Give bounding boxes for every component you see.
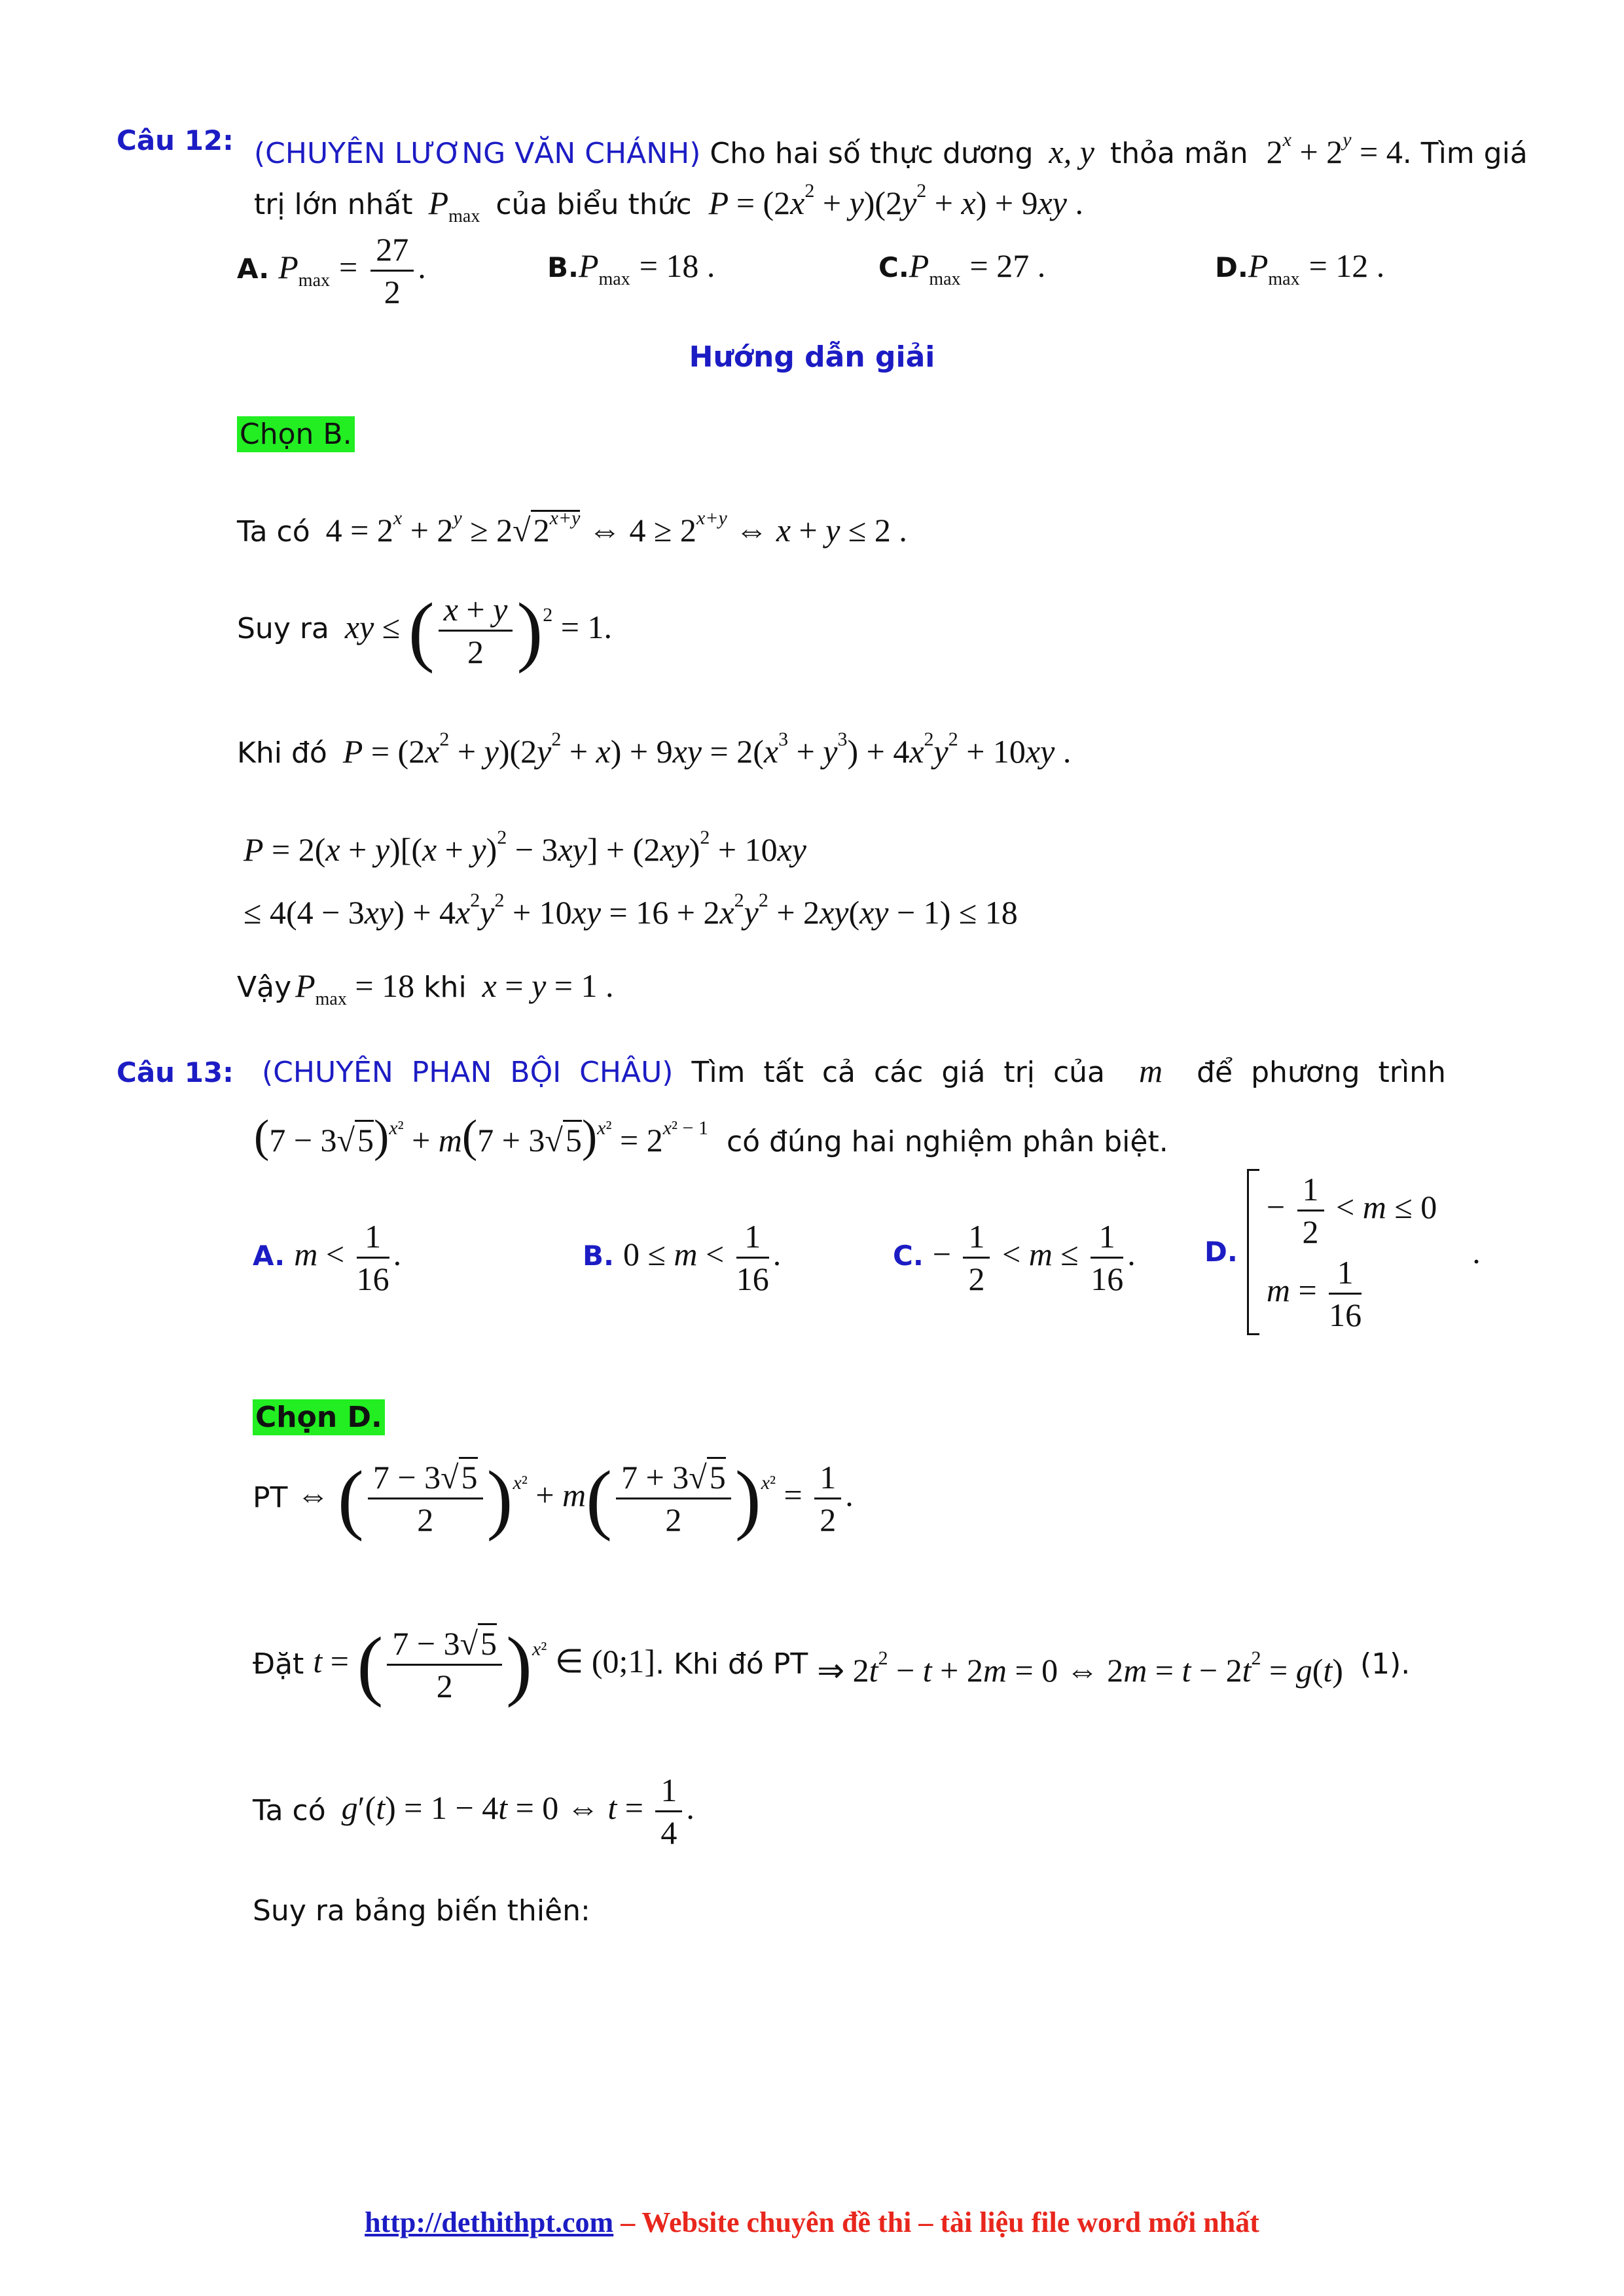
solution-13-pt-math: ⇔ ( $\frac{7 - 3√5}{2}$ )$^{x^2}$ + m( $\frac{7 + 3√5}{2}$ )$^{x^2}$ = $\frac{1}{2}$ . [297, 1454, 854, 1542]
question-12-source: (CHUYÊN LƯƠNG VĂN CHÁNH) [254, 137, 701, 170]
solution-12-conclusion-cond: x = y = 1 . [482, 967, 614, 1004]
option-b-label: B. [583, 1239, 614, 1272]
solution-12-line2 [237, 586, 612, 681]
solution-12-line1-math: $4 = 2^x + 2^y \ge 2√2^{x+y}$ ⇔ $4 \ge 2^{x+y}$ ⇔ x + y ≤ 2 . [325, 507, 907, 548]
option-a-eq: = [339, 249, 358, 285]
question-12-option-c[interactable] [878, 246, 1045, 299]
solution-12-line5-math: ≤ $4(4 - 3xy) + 4x^2y^2 + 10xy = 16 + 2x^2y^2 + 2xy(xy - 1) \le 18$ [244, 889, 1018, 931]
option-b-math: 0 ≤ m < $\frac{1}{16}$ . [623, 1236, 781, 1272]
question-13-stem-line1 [262, 1051, 1446, 1092]
question-12-stem-text-3: . Tìm giá [1402, 137, 1528, 170]
question-12-pmax: $P_{max}$ [428, 185, 480, 226]
solution-12-line1 [237, 499, 907, 552]
question-13-option-d[interactable]: D. − $\frac{1}{2}$ < m ≤ 0 m = $\frac{1}{16}$ . [1204, 1169, 1481, 1365]
question-13-label: Câu 13: [117, 1056, 234, 1088]
question-12-stem-text-5: của biểu thức [496, 188, 692, 221]
question-13-equation: $(7 - 3√5)^{x^2} + m(7 + 3√5)^{x^2} = 2^{x^2 - 1}$ [254, 1111, 708, 1162]
solution-12-line3 [237, 720, 1071, 773]
solution-12-line4-math: $P = 2(x + y)[(x + y)^2 - 3xy] + (2xy)^2 + 10xy$ [244, 827, 806, 868]
option-b-value: = 18 . [639, 247, 715, 284]
question-12-option-a[interactable]: A. $P_{max}$ = $\frac{27}{2}$ . [237, 229, 426, 308]
question-12-stem-text-2: thỏa mãn [1110, 137, 1248, 170]
solution-12-conclusion-prefix: Vậy [237, 971, 292, 1004]
question-12-expression: $P = (2x^2 + y)(2y^2 + x) + 9xy$ . [708, 180, 1083, 221]
question-12-stem-text: Cho hai số thực dương [710, 137, 1034, 170]
option-a-label: A. [253, 1239, 285, 1272]
question-12-option-d[interactable] [1215, 246, 1384, 299]
footer [0, 2206, 1624, 2239]
question-13-var-m: m [1139, 1052, 1163, 1089]
question-13-stem-text-2: để phương trình [1197, 1056, 1446, 1089]
solution-12-line2-prefix: Suy ra [237, 611, 329, 645]
question-13-stem-text-1: Tìm tất cả các giá trị của [691, 1056, 1106, 1089]
solution-12-conclusion-mid: khi [424, 971, 467, 1004]
solution-13-pt-prefix: PT [253, 1480, 288, 1515]
solution-13-bbt: Suy ra bảng biến thiên: [253, 1894, 590, 1928]
question-12-stem-line2 [254, 171, 1083, 236]
solution-13-taco-prefix: Ta có [253, 1793, 326, 1827]
option-a-fraction [370, 229, 414, 312]
question-13-stem-line2 [254, 1109, 1168, 1162]
option-d-value: = 12 . [1308, 247, 1385, 284]
solution-title: Hướng dẫn giải [689, 340, 935, 374]
solution-12-conclusion [237, 966, 613, 1019]
solution-12-line3-math: $P = (2x^2 + y)(2y^2 + x) + 9xy = 2(x^3 + y^3) + 4x^2y^2 + 10xy$ . [342, 728, 1072, 770]
option-d-label: D. [1204, 1236, 1238, 1268]
question-12-choice-highlight: Chọn B. [237, 416, 355, 452]
question-12-label: Câu 12: [117, 124, 234, 156]
solution-13-dat-mid: . Khi đó PT [655, 1647, 808, 1681]
option-d-system: − $\frac{1}{2}$ < m ≤ 0 m = $\frac{1}{16}$ [1247, 1169, 1437, 1335]
option-a-label: A. [237, 253, 270, 285]
solution-13-taco-math: g′(t) = 1 − 4t = 0 ⇔ t = $\frac{1}{4}$ . [342, 1789, 695, 1826]
question-12-stem-line1 [254, 120, 1528, 173]
solution-12-line5 [244, 881, 1018, 934]
option-d-pmax: $P_{max}$ [1248, 247, 1300, 289]
footer-text: – Website chuyên đề thi – tài liệu file word mới nhất [613, 2206, 1259, 2238]
option-d-label: D. [1215, 251, 1248, 283]
solution-13-dat-suffix: (1). [1360, 1647, 1411, 1681]
option-c-label: C. [893, 1239, 924, 1272]
option-b-pmax: $P_{max}$ [578, 247, 630, 289]
option-c-pmax: $P_{max}$ [909, 247, 961, 289]
solution-12-line1-prefix: Ta có [237, 515, 310, 548]
solution-13-pt-line [253, 1454, 854, 1555]
question-12-condition: $2^x + 2^y = 4$ [1266, 129, 1403, 170]
question-13-choice [253, 1398, 385, 1437]
question-13-option-c[interactable] [893, 1216, 1136, 1301]
question-13-option-a[interactable] [253, 1216, 401, 1301]
solution-13-taco-line [253, 1770, 695, 1861]
option-c-math: − $\frac{1}{2}$ < m ≤ $\frac{1}{16}$ . [933, 1236, 1136, 1272]
solution-13-dat-math-2: ⇒ $2t^2 - t + 2m = 0$ ⇔ $2m = t - 2t^2 = g(t)$ [817, 1647, 1343, 1689]
footer-link[interactable]: http://dethithpt.com [365, 2206, 614, 2238]
question-13-option-b[interactable] [583, 1216, 781, 1301]
option-a-den: 2 [384, 274, 401, 310]
solution-12-line2-math: xy ≤ ( $\frac{x + y}{2}$ )$^2$ = 1. [344, 586, 612, 674]
solution-12-line3-prefix: Khi đó [237, 736, 327, 770]
option-a-num: 27 [370, 229, 414, 272]
option-a-math: m < $\frac{1}{16}$ . [294, 1236, 401, 1272]
question-12-stem-text-4: trị lớn nhất [254, 188, 413, 221]
question-12-vars: x, y [1049, 134, 1094, 170]
question-13-source: (CHUYÊN PHAN BỘI CHÂU) [262, 1056, 674, 1089]
option-b-label: B. [547, 251, 579, 283]
option-a-pmax: $P_{max}$ [278, 249, 331, 291]
question-12-choice [237, 415, 355, 454]
question-12-option-b[interactable] [547, 246, 715, 299]
question-13-choice-highlight: Chọn D. [253, 1399, 385, 1435]
solution-12-line4 [244, 818, 806, 871]
solution-13-dat-prefix: Đặt [253, 1647, 304, 1681]
option-c-value: = 27 . [969, 247, 1046, 284]
question-13-stem-text-3: có đúng hai nghiệm phân biệt. [726, 1125, 1168, 1158]
solution-13-dat-math: t = ( $\frac{7 - 3√5}{2}$ )$^{x^2}$ ∈ (0;1] [313, 1621, 656, 1708]
solution-12-conclusion-pmax: $P_{max} = 18$ [295, 967, 415, 1009]
option-c-label: C. [878, 251, 909, 283]
solution-13-dat-line [253, 1623, 1410, 1721]
